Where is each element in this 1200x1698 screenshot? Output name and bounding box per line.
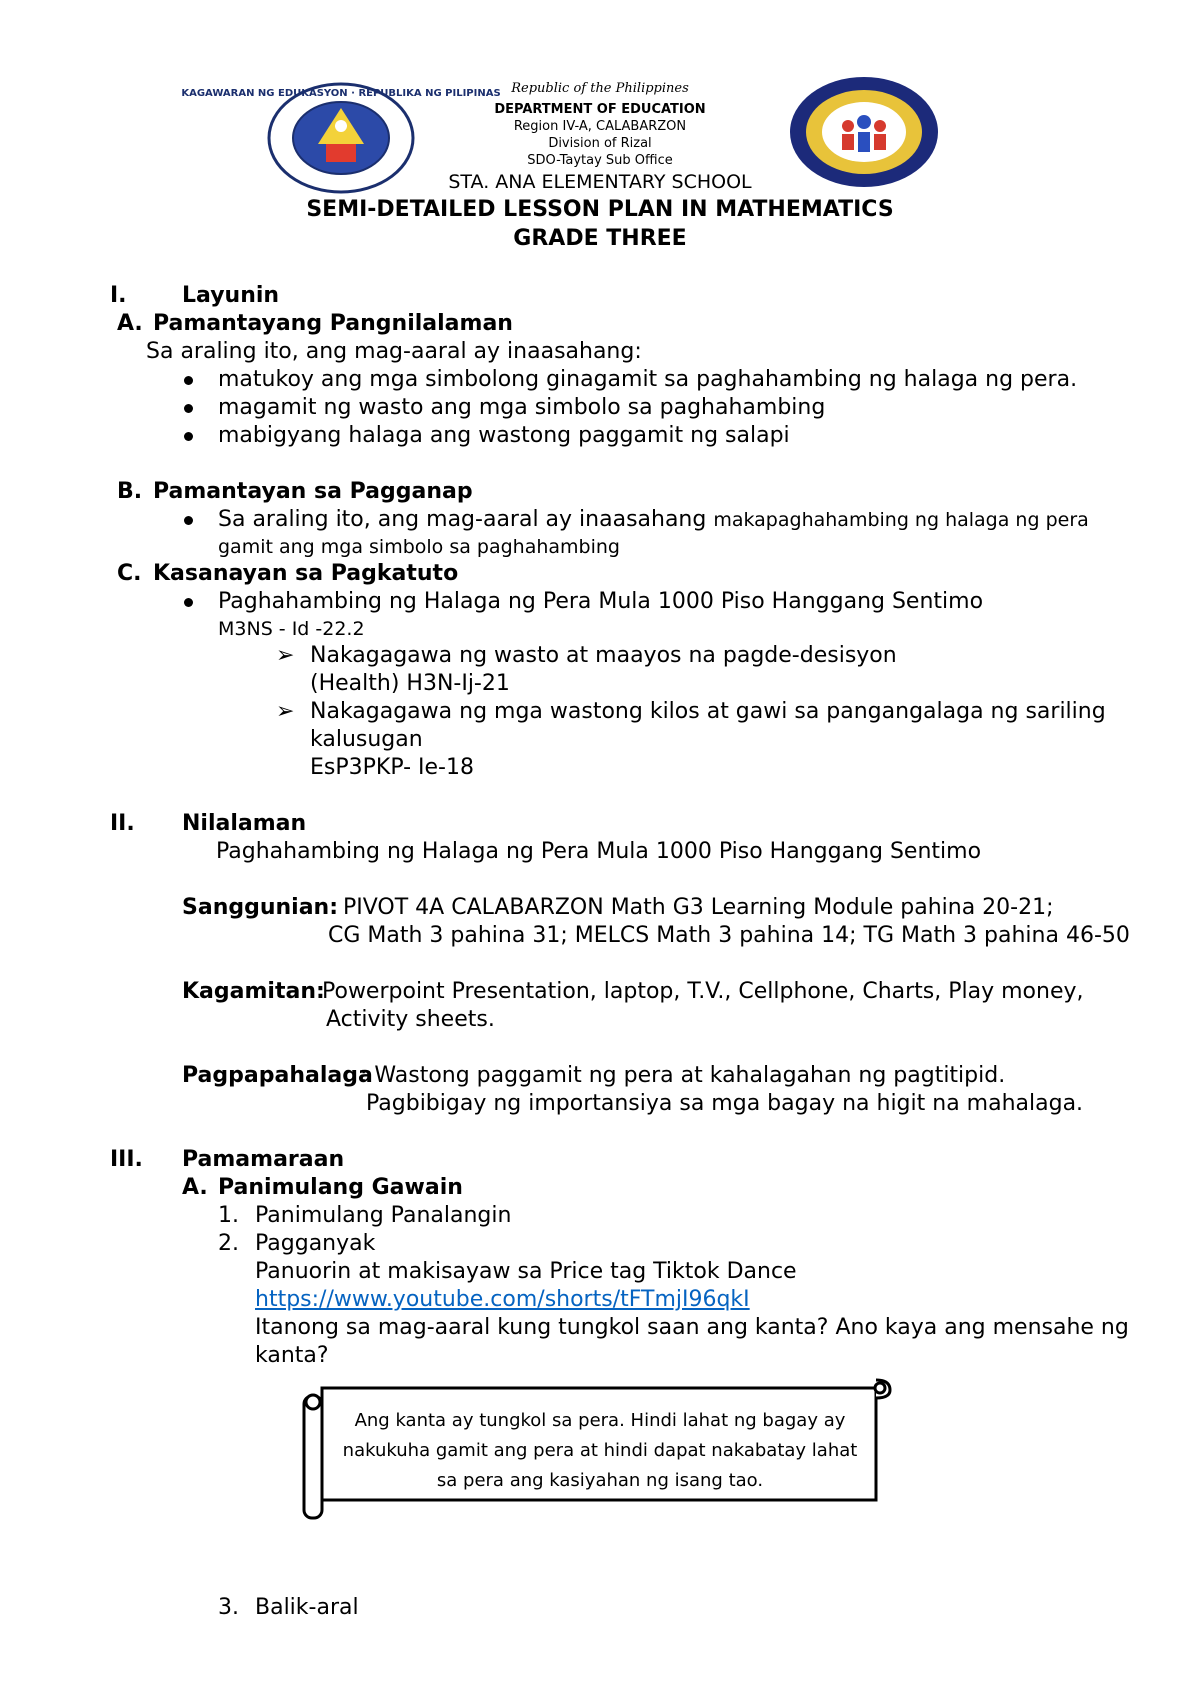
section3-a-title: Panimulang Gawain — [218, 1175, 463, 1200]
scroll-line-3: sa pera ang kasiyahan ng isang tao. — [436, 1470, 764, 1491]
section1-c-sub1-line2: (Health) H3N-Ij-21 — [310, 671, 510, 696]
grade-title: GRADE THREE — [513, 226, 687, 251]
section1-a-bullet-2: magamit ng wasto ang mga simbolo sa paghahambing — [218, 395, 826, 420]
section1-a-bullet-1: matukoy ang mga simbolong ginagamit sa paghahambing ng halaga ng pera. — [218, 367, 1078, 392]
kagamitan-line1: Powerpoint Presentation, laptop, T.V., Cellphone, Charts, Play money, — [322, 979, 1084, 1004]
scroll-line-1: Ang kanta ay tungkol sa pera. Hindi lahat ng bagay ay — [354, 1410, 846, 1431]
section1-c-bullet: Paghahambing ng Halaga ng Pera Mula 1000 Piso Hanggang Sentimo — [218, 589, 984, 614]
school-name: STA. ANA ELEMENTARY SCHOOL — [448, 171, 752, 193]
page-title: SEMI-DETAILED LESSON PLAN IN MATHEMATICS — [306, 197, 894, 222]
section3-a-label: A. — [182, 1175, 208, 1200]
section1-a-intro: Sa araling ito, ang mag-aaral ay inaasahang: — [146, 339, 642, 364]
section1-c-sub1-line1: Nakagagawa ng wasto at maayos na pagde-desisyon — [310, 643, 897, 668]
pagpapahalaga-line1: : Wastong paggamit ng pera at kahalagahan ng pagtitipid. — [360, 1063, 1006, 1088]
section1-c-title: Kasanayan sa Pagkatuto — [153, 561, 459, 586]
youtube-link[interactable]: https://www.youtube.com/shorts/tFTmjI96qkI — [255, 1287, 750, 1312]
republic-text: Republic of the Philippines — [511, 81, 689, 96]
section1-b-bullet-main: Sa araling ito, ang mag-aaral ay inaasahang — [218, 507, 714, 532]
section1-b-label: B. — [117, 479, 143, 504]
pagpapahalaga-label: Pagpapahalaga — [182, 1063, 373, 1088]
section1-c-sub2-line3: EsP3PKP- Ie-18 — [310, 755, 474, 780]
item1-text: Panimulang Panalangin — [255, 1203, 512, 1228]
bullet-icon — [184, 598, 193, 607]
bullet-icon — [184, 432, 193, 441]
deped-seal-logo — [181, 82, 501, 194]
item2-line2: Itanong sa mag-aaral kung tungkol saan ang kanta? Ano kaya ang mensahe ng — [255, 1315, 1129, 1340]
school-seal-logo — [788, 76, 940, 188]
bullet-icon — [184, 376, 193, 385]
sanggunian-line2: CG Math 3 pahina 31; MELCS Math 3 pahina 14; TG Math 3 pahina 46-50 — [328, 923, 1130, 948]
section1-b-bullet-line2: gamit ang mga simbolo sa paghahambing — [218, 536, 620, 558]
scroll-line-2: nakukuha gamit ang pera at hindi dapat nakabatay lahat — [342, 1440, 858, 1461]
item2-text: Pagganyak — [255, 1231, 376, 1256]
item1-number: 1. — [218, 1203, 239, 1228]
section2-number: II. — [110, 811, 135, 836]
department-text: DEPARTMENT OF EDUCATION — [494, 102, 706, 117]
deped-seal-text: KAGAWARAN NG EDUKASYON · REPUBLIKA NG PILIPINAS — [181, 88, 501, 99]
pagpapahalaga-line2: Pagbibigay ng importansiya sa mga bagay na higit na mahalaga. — [366, 1091, 1084, 1116]
section1-b-title: Pamantayan sa Pagganap — [153, 479, 473, 504]
kagamitan-line2: Activity sheets. — [326, 1007, 495, 1032]
item3-text: Balik-aral — [255, 1595, 359, 1620]
sanggunian-label: Sanggunian: — [182, 895, 339, 920]
bullet-icon — [184, 404, 193, 413]
section1-a-title: Pamantayang Pangnilalaman — [153, 311, 513, 336]
section1-c-code: M3NS - Id -22.2 — [218, 618, 365, 640]
section2-content: Paghahambing ng Halaga ng Pera Mula 1000 Piso Hanggang Sentimo — [216, 839, 982, 864]
arrow-bullet-icon: ➢ — [276, 699, 295, 724]
section1-number: I. — [110, 283, 127, 308]
kagamitan-label: Kagamitan: — [182, 979, 325, 1004]
division-text: Division of Rizal — [548, 136, 652, 151]
section1-a-label: A. — [117, 311, 143, 336]
section3-title: Pamamaraan — [182, 1147, 345, 1172]
section1-title: Layunin — [182, 283, 280, 308]
sanggunian-line1: PIVOT 4A CALABARZON Math G3 Learning Module pahina 20-21; — [343, 895, 1054, 920]
item2-line3: kanta? — [255, 1343, 329, 1368]
section1-c-label: C. — [117, 561, 142, 586]
section2-title: Nilalaman — [182, 811, 307, 836]
section3-number: III. — [110, 1147, 143, 1172]
section1-a-bullet-3: mabigyang halaga ang wastong paggamit ng salapi — [218, 423, 790, 448]
section1-b-bullet-small: makapaghahambing ng halaga ng pera — [713, 509, 1089, 531]
item2-number: 2. — [218, 1231, 239, 1256]
section1-c-sub2-line1: Nakagagawa ng mga wastong kilos at gawi sa pangangalaga ng sariling — [310, 699, 1106, 724]
section1-b-bullet-line1 — [218, 506, 1089, 535]
sdo-text: SDO-Taytay Sub Office — [527, 153, 673, 168]
item2-line1: Panuorin at makisayaw sa Price tag Tiktok Dance — [255, 1259, 797, 1284]
region-text: Region IV-A, CALABARZON — [513, 119, 687, 134]
item3-number: 3. — [218, 1595, 239, 1620]
section1-c-sub2-line2: kalusugan — [310, 727, 423, 752]
bullet-icon — [184, 516, 193, 525]
arrow-bullet-icon: ➢ — [276, 643, 295, 668]
